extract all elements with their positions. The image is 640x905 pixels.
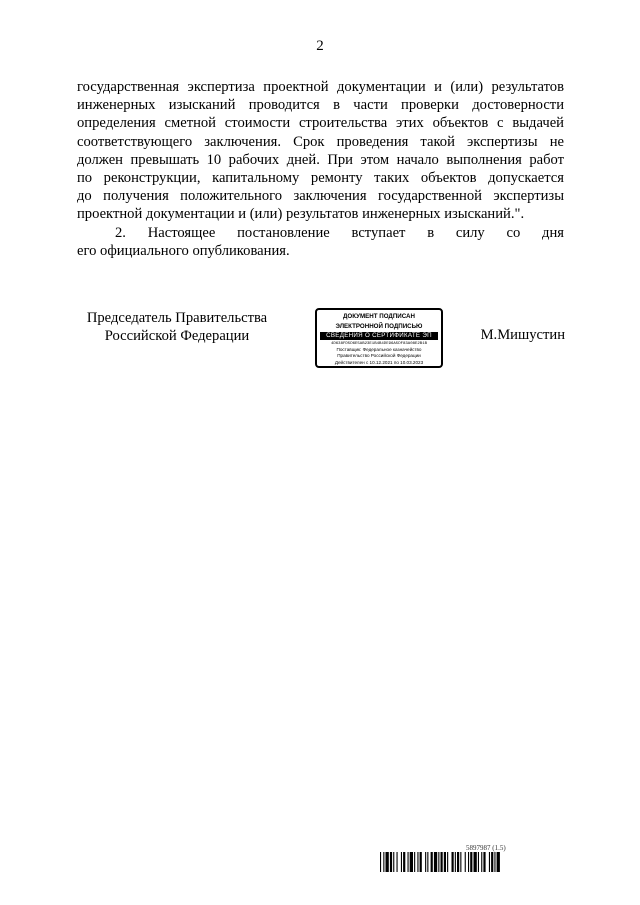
barcode-bar [383, 852, 384, 872]
barcode-bar [431, 852, 433, 872]
barcode-bar [417, 852, 418, 872]
signer-title-line: Российской Федерации [104, 328, 250, 345]
barcode-bar [438, 852, 439, 872]
barcode-bar [408, 852, 409, 872]
text-line: проектной документации и (или) результатов инженерных изысканий.". [77, 206, 525, 223]
stamp-owner: Правительство Российской Федерации [337, 353, 421, 359]
text-line: соответствующего заключения. Срок проведения такой экспертизы не [77, 133, 564, 150]
text-line: его официального опубликования. [77, 242, 290, 259]
barcode-bar [465, 852, 466, 872]
stamp-title: ДОКУМЕНТ ПОДПИСАН [343, 313, 415, 320]
signer-title-line: Председатель Правительства [86, 310, 268, 326]
barcode-bar [481, 852, 482, 872]
text-line: определения сметной стоимости строительства этих объектов с выдачей [77, 115, 564, 132]
barcode-bar [393, 852, 394, 872]
stamp-issuer: Поставщик: Федеральное казначейство [336, 347, 422, 353]
barcode-bar [401, 852, 402, 872]
text-line: 2. Настоящее постановление вступает в силу со дня [115, 224, 564, 241]
stamp-serial: 4D638FD5D6E5AB23E1B4B4DE96A5DF83A08E2B1B [330, 342, 427, 346]
barcode-bar [491, 852, 493, 872]
stamp-title: ЭЛЕКТРОННОЙ ПОДПИСЬЮ [335, 323, 423, 330]
page-number: 2 [316, 38, 324, 54]
barcode-bar [425, 852, 426, 872]
barcode-bar [380, 852, 381, 872]
barcode-bar [420, 852, 422, 872]
barcode [380, 852, 566, 872]
barcode-bar [489, 852, 490, 872]
barcode-bar [483, 852, 485, 872]
barcode-bar [441, 852, 443, 872]
barcode-bar [468, 852, 469, 872]
paragraph-effective-date [77, 224, 564, 260]
text-line: по реконструкции, капитальному ремонту таких объектов допускается [77, 170, 564, 187]
barcode-bar [470, 852, 472, 872]
signer-name: М.Мишустин [480, 327, 565, 343]
barcode-label: 5897987 (1.5) [466, 844, 506, 852]
barcode-bar [427, 852, 428, 872]
electronic-signature-stamp [315, 308, 443, 368]
barcode-bar [444, 852, 446, 872]
barcode-bar [452, 852, 454, 872]
barcode-bar [455, 852, 456, 872]
document-body [77, 78, 564, 260]
barcode-bar [403, 852, 405, 872]
barcode-bar [478, 852, 479, 872]
barcode-bar [397, 852, 398, 872]
barcode-bar [414, 852, 415, 872]
text-line: инженерных изысканий проводится в части проверки достоверности [77, 97, 564, 114]
barcode-bar [434, 852, 437, 872]
barcode-bar [410, 852, 413, 872]
barcode-bar [497, 852, 500, 872]
barcode-bar [390, 852, 392, 872]
paragraph-continuation [77, 78, 564, 224]
stamp-validity: Действителен с 10.12.2021 по 10.03.2023 [334, 359, 424, 365]
text-line: должен превышать 10 рабочих дней. При этом начало выполнения работ [77, 151, 564, 168]
text-line: государственная экспертиза проектной документации и (или) результатов [77, 79, 564, 95]
stamp-certificate-bar: СВЕДЕНИЯ О СЕРТИФИКАТЕ ЭП [320, 332, 438, 340]
barcode-bar [457, 852, 459, 872]
signer-title [77, 309, 277, 345]
barcode-bar [447, 852, 448, 872]
barcode-bar [386, 852, 389, 872]
barcode-bar [494, 852, 495, 872]
barcode-bar [474, 852, 477, 872]
text-line: до получения положительного заключения государственной экспертизы [77, 188, 564, 205]
barcode-bar [460, 852, 461, 872]
